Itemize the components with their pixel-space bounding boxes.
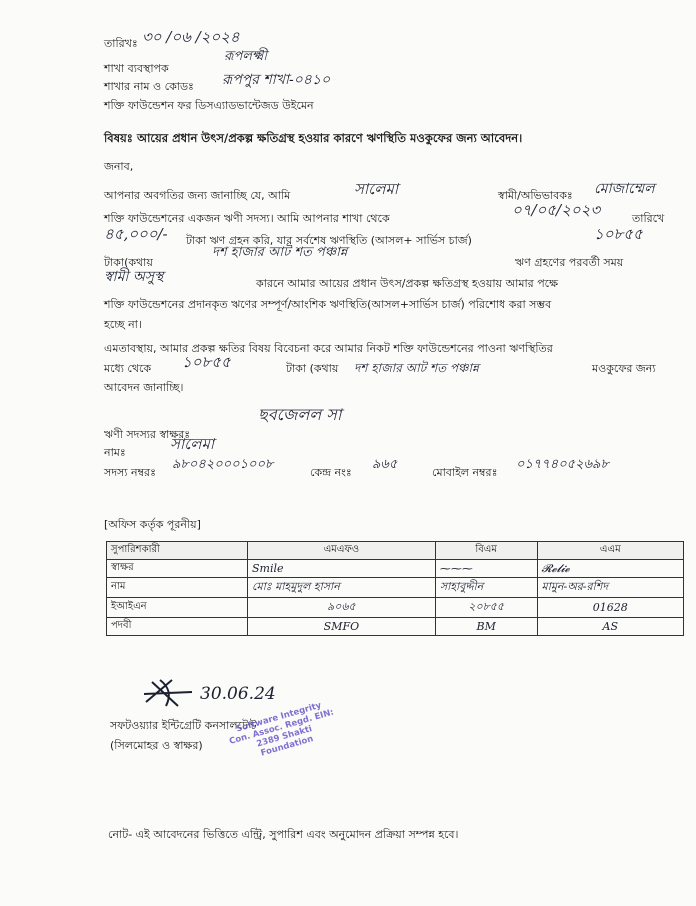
column-header: বিএম (435, 542, 537, 560)
member-name-hw: সালেমা (170, 435, 215, 453)
member-name-label: নামঃ (104, 446, 126, 459)
branch-code-label: শাখার নাম ও কোডঃ (104, 80, 194, 93)
table-row (107, 598, 684, 618)
body-text: টাকা (কথায় (286, 362, 339, 375)
body-text: স্বামী/অভিভাবকঃ (498, 189, 573, 202)
office-heading: [অফিস কর্তৃক পূরনীয়] (104, 518, 201, 531)
table-cell: Smile (248, 560, 436, 578)
salutation: জনাব, (104, 160, 134, 173)
branch-handwritten: রূপলক্ষ্মী (224, 49, 267, 64)
reason-hw: স্বামী অসুস্থ (104, 269, 164, 285)
waive-words-hw: দশ হাজার আট শত পঞ্চান্ন (354, 361, 479, 375)
body-text: মধ্যে থেকে (104, 362, 152, 375)
column-header: সুপারিশকারী (107, 542, 248, 560)
subject-line: বিষয়ঃ আয়ের প্রধান উৎস/প্রকল্প ক্ষতিগ্রস্থ হওয়ার কারণে ঋণস্থিতি মওকুফের জন্য আবেদন। (104, 131, 523, 145)
husband-name-hw: মোজাম্মেল (594, 181, 655, 197)
row-label: পদবী (107, 618, 248, 636)
table-row (107, 560, 684, 578)
body-text: ঋণ গ্রহণের পরবর্তী সময় (515, 256, 624, 269)
consultant-signature-mark (142, 676, 198, 710)
body-text: আবেদন জানাচ্ছি। (104, 381, 184, 394)
office-table (106, 541, 684, 636)
mobile-label: মোবাইল নম্বরঃ (432, 466, 498, 479)
recipient-line1: শাখা ব্যবস্থাপক (104, 62, 169, 75)
table-cell: ২০৮৫৫ (435, 598, 537, 618)
table-cell: BM (435, 618, 537, 636)
table-cell: AS (537, 618, 683, 636)
column-header: এমএফও (248, 542, 436, 560)
table-header-row (107, 542, 684, 560)
table-row (107, 578, 684, 598)
date-label: তারিখঃ (104, 37, 138, 50)
member-no-hw: ৯৮০৪২০০০১০০৮ (172, 457, 274, 472)
body-text: কারনে আমার আয়ের প্রধান উৎস/প্রকল্প ক্ষতিগ্রস্থ হওয়ায় আমার পক্ষে (256, 277, 559, 290)
body-text: মওকুফের জন্য (592, 362, 656, 375)
body-text: হচ্ছে না। (104, 318, 142, 331)
loan-date-hw: ০৭/০৫/২০২৩ (512, 201, 601, 219)
loan-amount-hw: ৪৫,০০০/- (104, 225, 168, 243)
signature-label: ঋণী সদস্যর স্বাক্ষরঃ (104, 428, 191, 441)
row-label: ইআইএন (107, 598, 248, 618)
row-label: নাম (107, 578, 248, 598)
amount-in-words-hw: দশ হাজার আট শত পঞ্চান্ন (212, 245, 348, 260)
branch-code-handwritten: রূপপুর শাখা-০৪১০ (222, 72, 331, 88)
body-text: আপনার অবগতির জন্য জানাচ্ছি যে, আমি (104, 189, 291, 202)
centre-hw: ৯৬৫ (372, 457, 398, 472)
body-text: শক্তি ফাউন্ডেশনের একজন ঋণী সদস্য। আমি আপনার শাখা থেকে (104, 212, 390, 225)
table-cell: SMFO (248, 618, 436, 636)
column-header: এএম (537, 542, 683, 560)
body-text: শক্তি ফাউন্ডেশনের প্রদানকৃত ঋণের সম্পূর্ণ/আংশিক ঋণস্থিতি(আসল+সার্ভিস চার্জ) পরিশোধ করা সম্ভব (104, 298, 552, 311)
body-text: তারিখে (632, 212, 665, 225)
table-cell: ⁓⁓⁓ (435, 560, 537, 578)
table-cell: 01628 (537, 598, 683, 618)
body-text: টাকা ঋণ গ্রহন করি, যার সর্বশেষ ঋণস্থিতি (আসল+ সার্ভিস চার্জ) (186, 234, 472, 247)
centre-label: কেন্দ্র নংঃ (310, 466, 352, 479)
table-cell: সাহাবুদ্দীন (435, 578, 537, 598)
recipient-org: শক্তি ফাউন্ডেশন ফর ডিসএ্যাডভান্টেজড উইমেন (104, 99, 314, 112)
purple-stamp: Software Integrity Con. Assoc. Regd. EIN: 2389 Shakti Foundation (228, 700, 336, 759)
table-cell: মোঃ মাহমুদুল হাসান (248, 578, 436, 598)
body-text: টাকা(কথায় (104, 256, 153, 269)
waive-amount-hw: ১০৮৫৫ (182, 353, 231, 371)
body-text: এমতাবস্থায়, আমার প্রকল্প ক্ষতির বিষয় বিবেচনা করে আমার নিকট শক্তি ফাউন্ডেশনের পাওনা ঋণস্থিতির (104, 342, 553, 355)
sign-date-hw: 30.06.24 (200, 684, 276, 704)
mobile-hw: ০১৭৭৪০৫২৬৯৮ (516, 457, 609, 472)
member-no-label: সদস্য নম্বরঃ (104, 466, 156, 479)
row-label: স্বাক্ষর (107, 560, 248, 578)
applicant-name-hw: সালেমা (354, 180, 399, 198)
table-cell: 𝓡𝓮𝓵𝓲𝓮 (537, 560, 683, 578)
table-cell: ৯০৬৫ (248, 598, 436, 618)
table-cell: মামুন-অর-রশিদ (537, 578, 683, 598)
note-text: নোট- এই আবেদনের ভিত্তিতে এন্ট্রি, সুপারিশ এবং অনুমোদন প্রক্রিয়া সম্পন্ন হবে। (108, 828, 459, 841)
table-row (107, 618, 684, 636)
balance-hw: ১০৮৫৫ (594, 225, 643, 243)
date-value: ৩০ /০৬ /২০২৪ (142, 28, 240, 46)
member-signature-hw: ছবজেলল সা (258, 405, 342, 424)
consultant-line2: (সিলমোহর ও স্বাক্ষর) (110, 739, 203, 752)
consultant-line1: সফটওয়্যার ইন্টিগ্রেটি কনসালটেন্ট (110, 719, 257, 732)
